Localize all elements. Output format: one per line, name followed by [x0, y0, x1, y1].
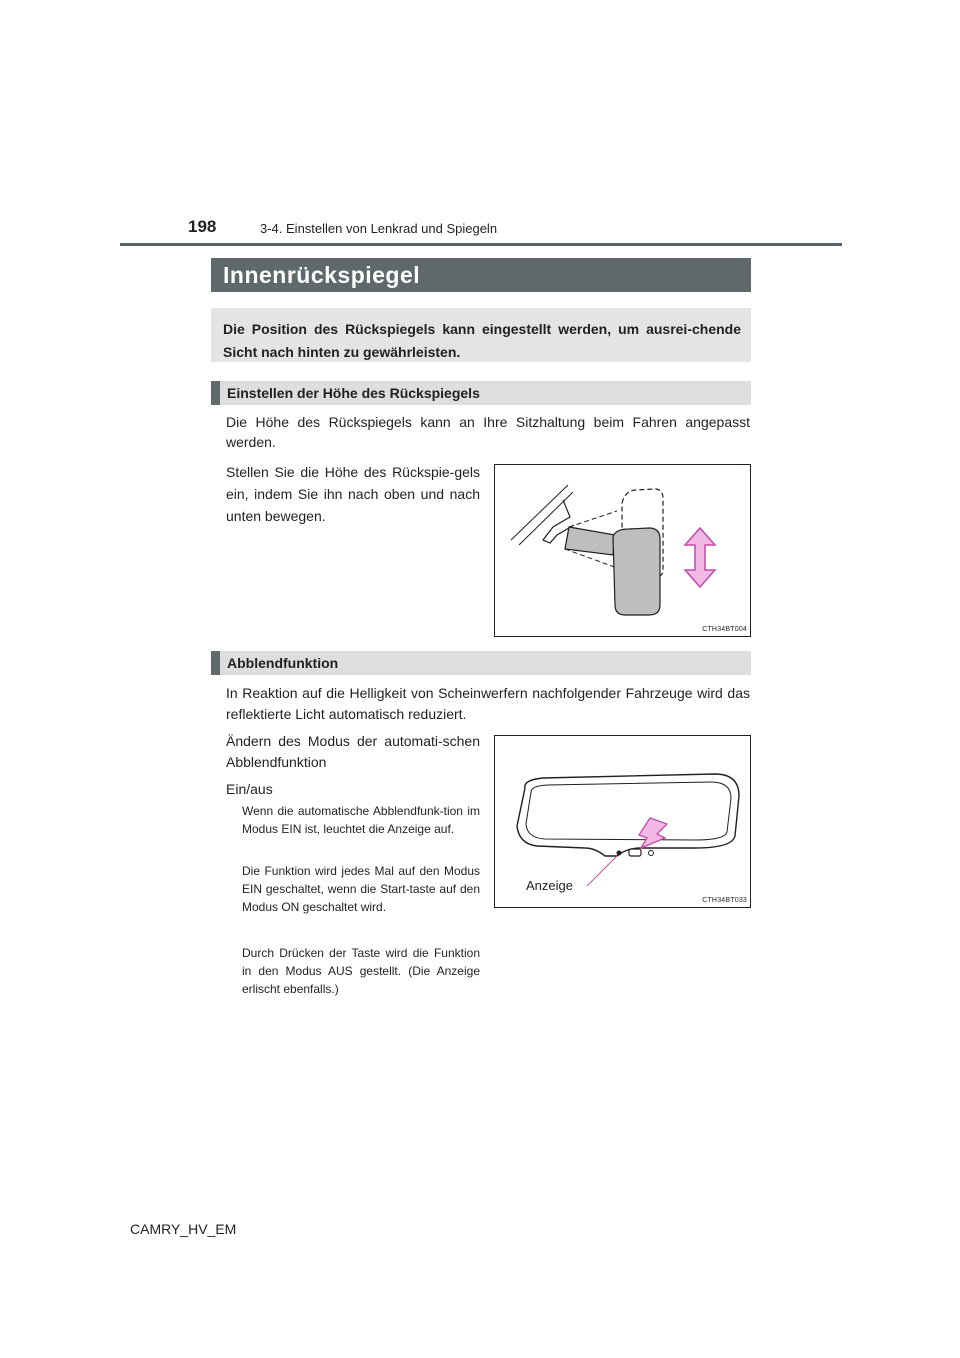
indicator-label: Anzeige — [526, 878, 573, 893]
subheading-height: Einstellen der Höhe des Rückspiegels — [211, 381, 751, 405]
figure-code-2: CTH34BT033 — [702, 897, 747, 904]
footer-model-code: CAMRY_HV_EM — [130, 1221, 237, 1237]
note-function-on: Die Funktion wird jedes Mal auf den Modus EIN geschaltet, wenn die Start-taste auf den Modus ON geschaltet wird. — [242, 864, 480, 914]
dimming-paragraph-2: Ändern des Modus der automati-schen Abblendfunktion — [226, 733, 480, 770]
figure-dimming-mirror — [494, 735, 751, 908]
mirror-lower-position — [613, 528, 660, 615]
mirror-side — [565, 527, 615, 555]
height-paragraph-1: Die Höhe des Rückspiegels kann an Ihre Sitzhaltung beim Fahren angepasst werden. — [226, 414, 750, 450]
figure-mirror-height — [494, 464, 751, 637]
windshield-line — [511, 485, 568, 540]
page-number: 198 — [188, 217, 217, 236]
subheading-dimming: Abblendfunktion — [211, 651, 751, 675]
note-function-off: Durch Drücken der Taste wird die Funktion in den Modus AUS gestellt. (Die Anzeige erlischt ebenfalls.) — [242, 946, 480, 996]
note-indicator: Wenn die automatische Abblendfunk-tion im Modus EIN ist, leuchtet die Anzeige auf. — [242, 804, 480, 836]
indicator-callout-line — [587, 856, 617, 886]
height-paragraph-2: Stellen Sie die Höhe des Rückspie-gels ein, indem Sie ihn nach oben und nach unten bewegen. — [226, 464, 480, 524]
section-header: 3-4. Einstellen von Lenkrad und Spiegeln — [260, 221, 498, 236]
header-rule — [120, 243, 842, 246]
mode-label: Ein/aus — [226, 781, 273, 797]
light-sensor — [649, 851, 654, 856]
up-down-arrow-icon — [685, 528, 715, 587]
intro-box: Die Position des Rückspiegels kann eingestellt werden, um ausrei-chende Sicht nach hinten zu gewährleisten. — [211, 308, 751, 362]
mirror-glass — [526, 782, 731, 840]
dimming-button — [629, 849, 641, 856]
figure-code-1: CTH34BT004 — [702, 626, 747, 633]
dimming-paragraph-1: In Reaktion auf die Helligkeit von Scheinwerfern nachfolgender Fahrzeuge wird das reflektierte Licht automatisch reduziert. — [226, 685, 750, 722]
indicator-light — [617, 851, 622, 856]
page-title: Innenrückspiegel — [211, 258, 751, 292]
mirror-height-illustration — [495, 465, 750, 636]
